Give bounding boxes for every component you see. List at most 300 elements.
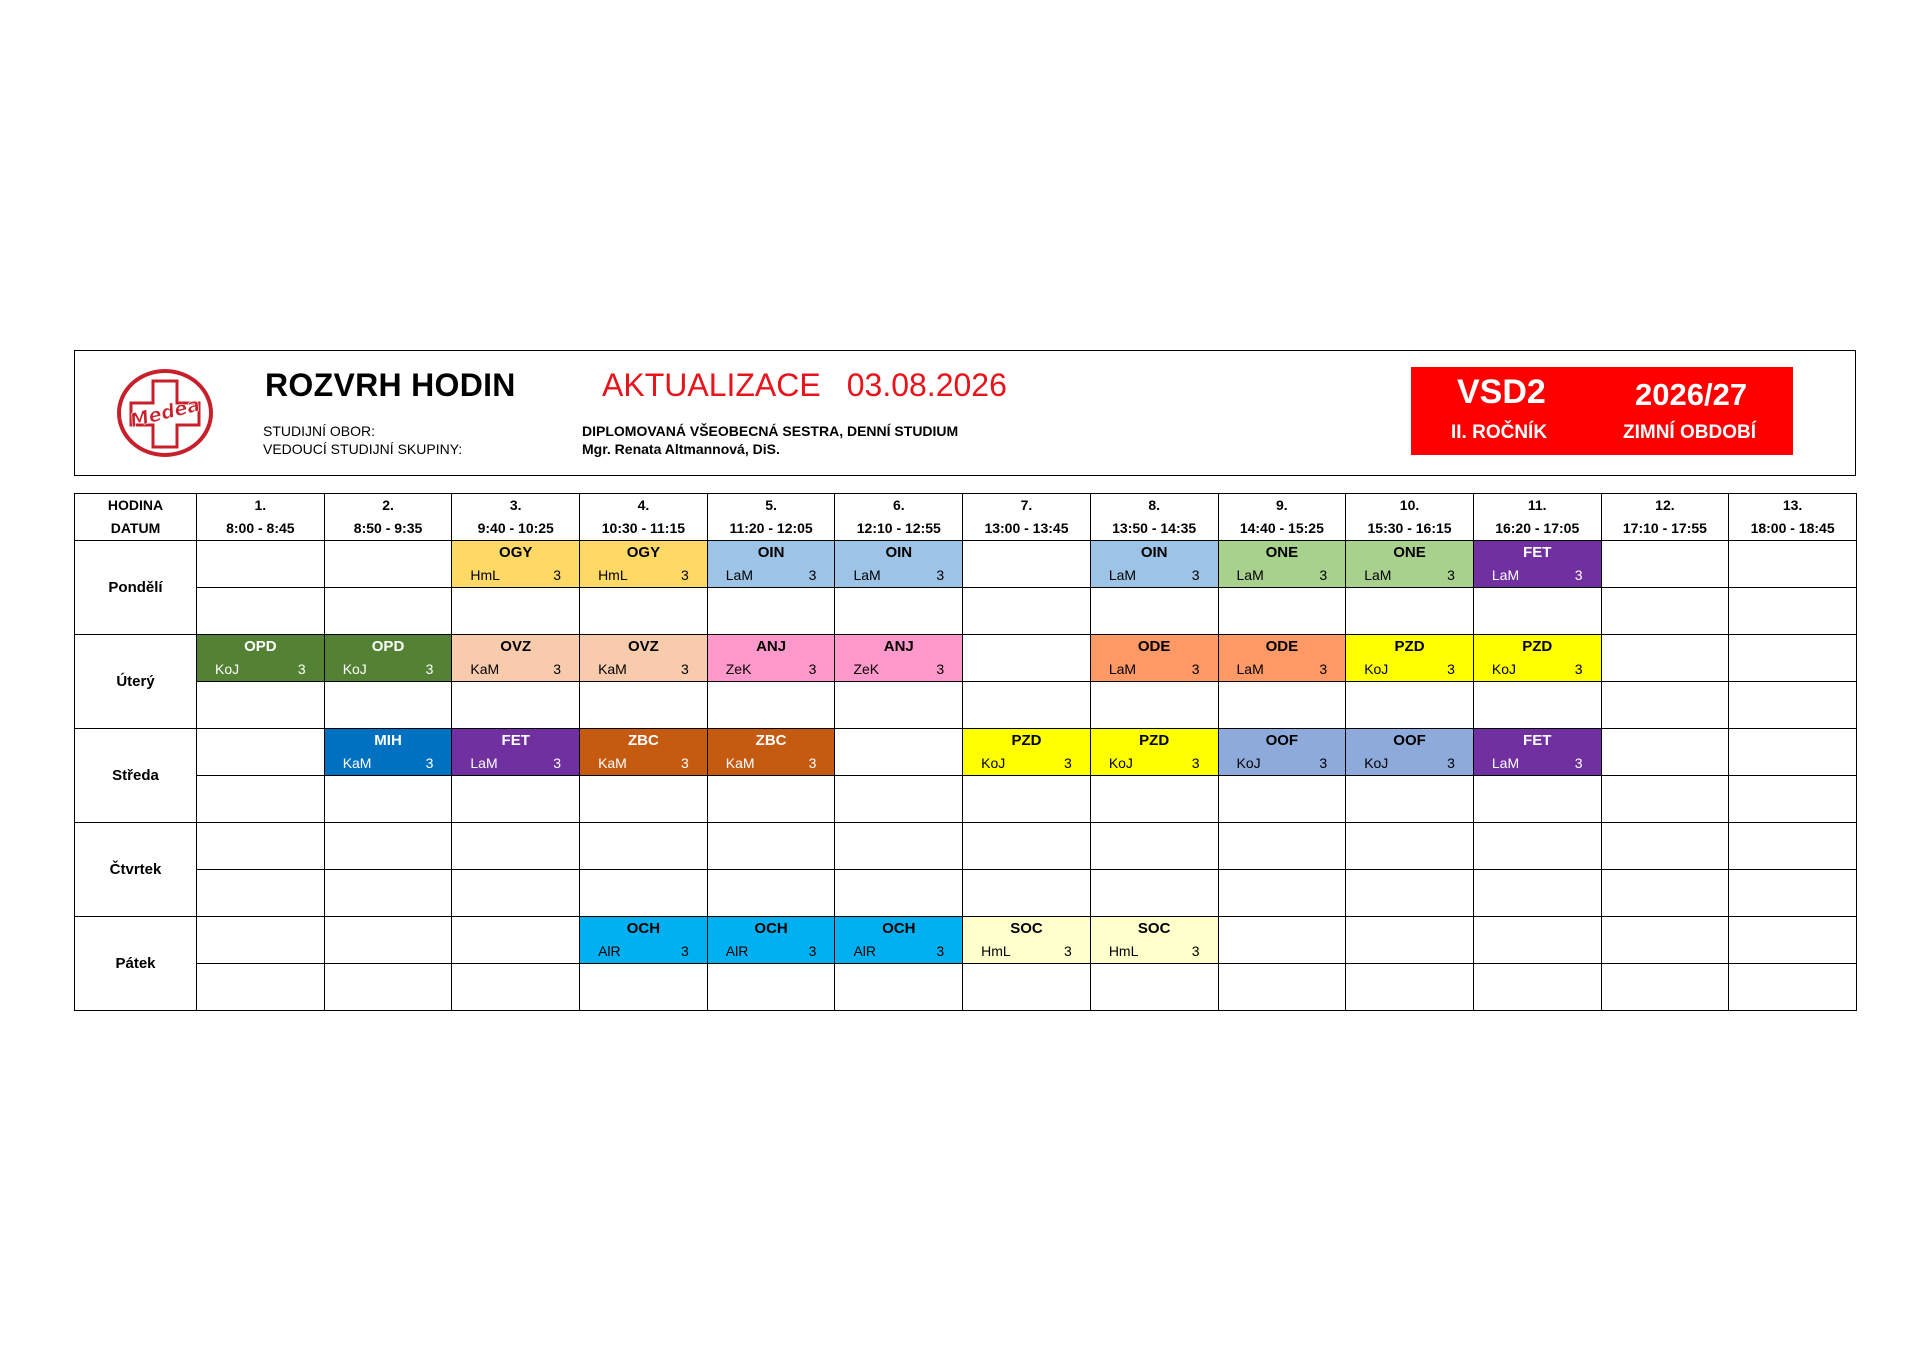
room-number: 3 bbox=[1064, 943, 1072, 959]
lesson-slot[interactable] bbox=[1090, 917, 1218, 964]
empty-slot bbox=[1729, 541, 1857, 588]
period-time: 16:20 - 17:05 bbox=[1495, 520, 1580, 536]
teacher-code: KaM bbox=[725, 755, 755, 771]
empty-slot bbox=[324, 776, 452, 823]
period-number: 9. bbox=[1276, 497, 1288, 513]
lesson-slot[interactable] bbox=[452, 635, 580, 682]
day-row bbox=[75, 823, 1857, 870]
period-number: 2. bbox=[382, 497, 394, 513]
empty-slot bbox=[197, 541, 325, 588]
empty-slot bbox=[835, 964, 963, 1011]
room-number: 3 bbox=[1574, 661, 1583, 677]
subject-code: PZD bbox=[1394, 638, 1425, 655]
empty-slot bbox=[963, 776, 1091, 823]
empty-slot bbox=[452, 682, 580, 729]
subject-code: ODE bbox=[1265, 638, 1299, 655]
teacher-code: HmL bbox=[981, 943, 1011, 959]
empty-slot bbox=[197, 823, 325, 870]
empty-slot bbox=[1218, 917, 1346, 964]
subject-code: OGY bbox=[626, 544, 661, 561]
period-number: 10. bbox=[1399, 497, 1420, 513]
lesson-slot[interactable] bbox=[452, 541, 580, 588]
empty-slot bbox=[197, 776, 325, 823]
subject-code: ANJ bbox=[883, 638, 914, 655]
subject-code: OCH bbox=[882, 920, 916, 937]
empty-slot bbox=[707, 776, 835, 823]
subject-code: PZD bbox=[1522, 638, 1553, 655]
empty-slot bbox=[1473, 823, 1601, 870]
empty-slot bbox=[1090, 776, 1218, 823]
lesson-slot[interactable] bbox=[1473, 729, 1601, 776]
empty-slot bbox=[1090, 588, 1218, 635]
empty-slot bbox=[324, 682, 452, 729]
lesson-slot[interactable] bbox=[1473, 541, 1601, 588]
empty-slot bbox=[1729, 635, 1857, 682]
empty-slot bbox=[1729, 729, 1857, 776]
teacher-code: KoJ bbox=[1364, 755, 1389, 771]
term: ZIMNÍ OBDOBÍ bbox=[1623, 422, 1756, 443]
day-label: Středa bbox=[75, 729, 197, 823]
period-time: 15:30 - 16:15 bbox=[1367, 520, 1452, 536]
empty-slot bbox=[1473, 776, 1601, 823]
empty-slot bbox=[452, 964, 580, 1011]
empty-slot bbox=[452, 917, 580, 964]
teacher-code: KoJ bbox=[1236, 755, 1261, 771]
empty-slot bbox=[197, 917, 325, 964]
room-number: 3 bbox=[936, 943, 945, 959]
room-number: 3 bbox=[1574, 755, 1583, 771]
empty-slot bbox=[1346, 588, 1474, 635]
room-number: 3 bbox=[1319, 661, 1328, 677]
room-number: 3 bbox=[808, 567, 817, 583]
period-time: 9:40 - 10:25 bbox=[477, 520, 554, 536]
subject-code: OIN bbox=[885, 544, 913, 561]
period-header bbox=[1346, 494, 1474, 541]
lesson-slot[interactable] bbox=[707, 729, 835, 776]
day-label: Čtvrtek bbox=[75, 823, 197, 917]
period-number: 4. bbox=[637, 497, 650, 513]
room-number: 3 bbox=[1191, 661, 1200, 677]
school-year: 2026/27 bbox=[1635, 377, 1748, 412]
empty-slot bbox=[835, 823, 963, 870]
teacher-code: LaM bbox=[1236, 661, 1264, 677]
empty-slot bbox=[1601, 776, 1729, 823]
period-header bbox=[1473, 494, 1601, 541]
teacher-code: LaM bbox=[1108, 661, 1137, 677]
day-row-lower bbox=[75, 682, 1857, 729]
empty-slot bbox=[1473, 870, 1601, 917]
empty-slot bbox=[1346, 870, 1474, 917]
empty-slot bbox=[835, 870, 963, 917]
teacher-code: KoJ bbox=[342, 661, 367, 677]
day-row-lower bbox=[75, 870, 1857, 917]
teacher-code: ZeK bbox=[725, 661, 752, 677]
lesson-slot[interactable] bbox=[580, 541, 708, 588]
subject-code: OCH bbox=[626, 920, 661, 937]
teacher-code: HmL bbox=[470, 567, 500, 583]
period-time: 13:50 - 14:35 bbox=[1112, 520, 1197, 536]
timetable-body bbox=[75, 541, 1857, 1011]
subject-code: OPD bbox=[244, 638, 277, 655]
teacher-code: LaM bbox=[1491, 755, 1520, 771]
teacher-code: KaM bbox=[598, 661, 627, 677]
period-number: 12. bbox=[1655, 497, 1675, 513]
empty-slot bbox=[452, 588, 580, 635]
empty-slot bbox=[1346, 917, 1474, 964]
teacher-code: LaM bbox=[853, 567, 881, 583]
period-header bbox=[1601, 494, 1729, 541]
empty-slot bbox=[963, 682, 1091, 729]
teacher-code: LaM bbox=[1108, 567, 1137, 583]
empty-slot bbox=[1090, 682, 1218, 729]
subject-code: SOC bbox=[1010, 920, 1043, 937]
period-number: 13. bbox=[1782, 497, 1803, 513]
empty-slot bbox=[1601, 917, 1729, 964]
period-header bbox=[1729, 494, 1857, 541]
lesson-slot[interactable] bbox=[1218, 541, 1346, 588]
subject-code: OVZ bbox=[627, 638, 659, 655]
lesson-slot[interactable] bbox=[580, 917, 708, 964]
period-header bbox=[963, 494, 1091, 541]
subject-code: OOF bbox=[1393, 732, 1426, 749]
room-number: 3 bbox=[1064, 755, 1072, 771]
room-number: 3 bbox=[1447, 567, 1455, 583]
empty-slot bbox=[1218, 776, 1346, 823]
corner-hour-label: HODINA bbox=[107, 497, 164, 513]
day-row bbox=[75, 917, 1857, 964]
lesson-slot[interactable] bbox=[1473, 635, 1601, 682]
teacher-code: KaM bbox=[342, 755, 372, 771]
empty-slot bbox=[1473, 588, 1601, 635]
lesson-slot[interactable] bbox=[963, 917, 1091, 964]
day-label: Pondělí bbox=[75, 541, 197, 635]
update-label: AKTUALIZACE bbox=[602, 367, 821, 403]
lesson-slot[interactable] bbox=[835, 917, 963, 964]
subject-code: OPD bbox=[371, 638, 405, 655]
empty-slot bbox=[963, 588, 1091, 635]
period-time: 12:10 - 12:55 bbox=[856, 520, 941, 536]
period-time: 10:30 - 11:15 bbox=[601, 520, 686, 536]
day-row bbox=[75, 635, 1857, 682]
room-number: 3 bbox=[936, 567, 945, 583]
subject-code: FET bbox=[1523, 732, 1552, 749]
period-header-row bbox=[75, 494, 1857, 541]
period-number: 11. bbox=[1527, 497, 1547, 513]
teacher-code: KaM bbox=[598, 755, 627, 771]
subject-code: MIH bbox=[374, 732, 402, 749]
empty-slot bbox=[835, 682, 963, 729]
teacher-code: LaM bbox=[470, 755, 498, 771]
group-head-value: Mgr. Renata Altmannová, DiS. bbox=[582, 441, 780, 457]
logo-wordmark: Medea bbox=[127, 393, 203, 433]
period-number: 5. bbox=[765, 497, 777, 513]
empty-slot bbox=[197, 870, 325, 917]
room-number: 3 bbox=[680, 567, 689, 583]
subject-code: ZBC bbox=[755, 732, 787, 749]
subject-code: OIN bbox=[1140, 544, 1168, 561]
group-head-label: VEDOUCÍ STUDIJNÍ SKUPINY: bbox=[263, 441, 463, 457]
room-number: 3 bbox=[1574, 567, 1583, 583]
subject-code: OIN bbox=[757, 544, 785, 561]
lesson-slot[interactable] bbox=[324, 729, 452, 776]
day-label: Pátek bbox=[75, 917, 197, 1011]
empty-slot bbox=[324, 588, 452, 635]
empty-slot bbox=[1090, 870, 1218, 917]
lesson-slot[interactable] bbox=[1090, 541, 1218, 588]
subject-code: FET bbox=[1523, 544, 1552, 561]
timetable bbox=[74, 493, 1857, 1011]
group-code: VSD2 bbox=[1457, 373, 1546, 411]
lesson-slot[interactable] bbox=[324, 635, 452, 682]
subject-code: PZD bbox=[1139, 732, 1170, 749]
corner-date-label: DATUM bbox=[110, 520, 161, 536]
room-number: 3 bbox=[936, 661, 945, 677]
subject-code: SOC bbox=[1137, 920, 1171, 937]
period-time: 8:50 - 9:35 bbox=[353, 520, 423, 536]
empty-slot bbox=[1729, 917, 1857, 964]
empty-slot bbox=[1473, 682, 1601, 729]
empty-slot bbox=[1218, 870, 1346, 917]
teacher-code: KaM bbox=[470, 661, 500, 677]
day-row bbox=[75, 729, 1857, 776]
lesson-slot[interactable] bbox=[1090, 635, 1218, 682]
empty-slot bbox=[580, 823, 708, 870]
update-notice bbox=[602, 367, 1007, 404]
empty-slot bbox=[324, 823, 452, 870]
room-number: 3 bbox=[808, 943, 817, 959]
period-number: 6. bbox=[892, 497, 905, 513]
lesson-slot[interactable] bbox=[835, 635, 963, 682]
room-number: 3 bbox=[1191, 943, 1200, 959]
teacher-code: KoJ bbox=[215, 661, 240, 677]
lesson-slot[interactable] bbox=[1346, 541, 1474, 588]
empty-slot bbox=[452, 823, 580, 870]
empty-slot bbox=[1218, 682, 1346, 729]
teacher-code: HmL bbox=[598, 567, 628, 583]
period-header bbox=[452, 494, 580, 541]
room-number: 3 bbox=[1319, 755, 1328, 771]
empty-slot bbox=[197, 729, 325, 776]
empty-slot bbox=[580, 682, 708, 729]
teacher-code: LaM bbox=[1236, 567, 1264, 583]
empty-slot bbox=[835, 729, 963, 776]
empty-slot bbox=[580, 776, 708, 823]
empty-slot bbox=[324, 541, 452, 588]
subject-code: ODE bbox=[1137, 638, 1171, 655]
period-time: 17:10 - 17:55 bbox=[1622, 520, 1707, 536]
day-row-lower bbox=[75, 588, 1857, 635]
period-header bbox=[707, 494, 835, 541]
empty-slot bbox=[1601, 729, 1729, 776]
period-number: 8. bbox=[1148, 497, 1160, 513]
update-date: 03.08.2026 bbox=[846, 367, 1007, 403]
period-time: 14:40 - 15:25 bbox=[1239, 520, 1324, 536]
teacher-code: ZeK bbox=[853, 661, 880, 677]
empty-slot bbox=[324, 964, 452, 1011]
field-label: STUDIJNÍ OBOR: bbox=[263, 423, 376, 439]
empty-slot bbox=[1346, 776, 1474, 823]
room-number: 3 bbox=[425, 755, 434, 771]
subject-code: ONE bbox=[1393, 544, 1426, 561]
room-number: 3 bbox=[1447, 661, 1455, 677]
medea-logo bbox=[115, 367, 215, 459]
empty-slot bbox=[1729, 776, 1857, 823]
room-number: 3 bbox=[425, 661, 434, 677]
empty-slot bbox=[1729, 588, 1857, 635]
period-header bbox=[1218, 494, 1346, 541]
room-number: 3 bbox=[808, 755, 817, 771]
empty-slot bbox=[1729, 682, 1857, 729]
empty-slot bbox=[707, 588, 835, 635]
lesson-slot[interactable] bbox=[197, 635, 325, 682]
teacher-code: LaM bbox=[1364, 567, 1392, 583]
subject-code: OCH bbox=[754, 920, 788, 937]
empty-slot bbox=[1729, 964, 1857, 1011]
empty-slot bbox=[835, 588, 963, 635]
subject-code: ONE bbox=[1265, 544, 1299, 561]
empty-slot bbox=[580, 964, 708, 1011]
lesson-slot[interactable] bbox=[1090, 729, 1218, 776]
period-time: 18:00 - 18:45 bbox=[1750, 520, 1835, 536]
teacher-code: KoJ bbox=[981, 755, 1006, 771]
period-header bbox=[1090, 494, 1218, 541]
day-label: Úterý bbox=[75, 635, 197, 729]
room-number: 3 bbox=[1191, 755, 1200, 771]
empty-slot bbox=[707, 823, 835, 870]
empty-slot bbox=[1473, 917, 1601, 964]
period-number: 7. bbox=[1020, 497, 1033, 513]
room-number: 3 bbox=[808, 661, 817, 677]
period-number: 3. bbox=[509, 497, 522, 513]
teacher-code: KoJ bbox=[1364, 661, 1389, 677]
subject-code: PZD bbox=[1011, 732, 1042, 749]
subject-code: OOF bbox=[1265, 732, 1299, 749]
empty-slot bbox=[1729, 823, 1857, 870]
empty-slot bbox=[707, 964, 835, 1011]
year-of-study: II. ROČNÍK bbox=[1451, 422, 1548, 443]
lesson-slot[interactable] bbox=[1218, 729, 1346, 776]
empty-slot bbox=[324, 917, 452, 964]
day-row-lower bbox=[75, 964, 1857, 1011]
empty-slot bbox=[1601, 823, 1729, 870]
teacher-code: HmL bbox=[1108, 943, 1139, 959]
lesson-slot[interactable] bbox=[963, 729, 1091, 776]
period-number: 1. bbox=[254, 497, 267, 513]
corner-header bbox=[75, 494, 197, 541]
empty-slot bbox=[1346, 823, 1474, 870]
period-header bbox=[835, 494, 963, 541]
room-number: 3 bbox=[680, 661, 689, 677]
empty-slot bbox=[963, 823, 1091, 870]
teacher-code: AlR bbox=[598, 943, 621, 959]
empty-slot bbox=[1601, 635, 1729, 682]
empty-slot bbox=[197, 682, 325, 729]
subject-code: OGY bbox=[499, 544, 533, 561]
day-row bbox=[75, 541, 1857, 588]
empty-slot bbox=[963, 635, 1091, 682]
day-row-lower bbox=[75, 776, 1857, 823]
lesson-slot[interactable] bbox=[580, 729, 708, 776]
empty-slot bbox=[197, 964, 325, 1011]
empty-slot bbox=[1090, 823, 1218, 870]
room-number: 3 bbox=[1319, 567, 1328, 583]
empty-slot bbox=[1346, 682, 1474, 729]
class-info-badge bbox=[1411, 367, 1793, 455]
lesson-slot[interactable] bbox=[1218, 635, 1346, 682]
empty-slot bbox=[963, 964, 1091, 1011]
empty-slot bbox=[1218, 588, 1346, 635]
empty-slot bbox=[1473, 964, 1601, 1011]
lesson-slot[interactable] bbox=[580, 635, 708, 682]
empty-slot bbox=[835, 776, 963, 823]
schedule-header bbox=[74, 350, 1856, 476]
room-number: 3 bbox=[680, 943, 689, 959]
empty-slot bbox=[1090, 964, 1218, 1011]
period-header bbox=[197, 494, 325, 541]
subject-code: ANJ bbox=[756, 638, 787, 655]
empty-slot bbox=[1601, 870, 1729, 917]
teacher-code: AlR bbox=[853, 943, 876, 959]
period-time: 11:20 - 12:05 bbox=[729, 520, 813, 536]
empty-slot bbox=[963, 870, 1091, 917]
empty-slot bbox=[1601, 682, 1729, 729]
page-title: ROZVRH HODIN bbox=[265, 367, 516, 403]
empty-slot bbox=[324, 870, 452, 917]
room-number: 3 bbox=[1447, 755, 1455, 771]
empty-slot bbox=[452, 870, 580, 917]
empty-slot bbox=[452, 776, 580, 823]
empty-slot bbox=[197, 588, 325, 635]
empty-slot bbox=[1601, 588, 1729, 635]
lesson-slot[interactable] bbox=[707, 635, 835, 682]
room-number: 3 bbox=[553, 755, 562, 771]
room-number: 3 bbox=[553, 661, 562, 677]
period-time: 13:00 - 13:45 bbox=[984, 520, 1069, 536]
lesson-slot[interactable] bbox=[452, 729, 580, 776]
lesson-slot[interactable] bbox=[707, 917, 835, 964]
subject-code: OVZ bbox=[500, 638, 532, 655]
room-number: 3 bbox=[680, 755, 689, 771]
empty-slot bbox=[580, 588, 708, 635]
teacher-code: LaM bbox=[1491, 567, 1520, 583]
empty-slot bbox=[1346, 964, 1474, 1011]
empty-slot bbox=[1218, 964, 1346, 1011]
subject-code: FET bbox=[501, 732, 530, 749]
room-number: 3 bbox=[297, 661, 306, 677]
period-header bbox=[580, 494, 708, 541]
lesson-slot[interactable] bbox=[1346, 729, 1474, 776]
teacher-code: AlR bbox=[725, 943, 749, 959]
empty-slot bbox=[1601, 964, 1729, 1011]
teacher-code: KoJ bbox=[1491, 661, 1516, 677]
lesson-slot[interactable] bbox=[1346, 635, 1474, 682]
empty-slot bbox=[707, 682, 835, 729]
empty-slot bbox=[1218, 823, 1346, 870]
field-value: DIPLOMOVANÁ VŠEOBECNÁ SESTRA, DENNÍ STUDIUM bbox=[582, 423, 959, 439]
room-number: 3 bbox=[1191, 567, 1200, 583]
empty-slot bbox=[707, 870, 835, 917]
teacher-code: KoJ bbox=[1108, 755, 1133, 771]
empty-slot bbox=[1729, 870, 1857, 917]
teacher-code: LaM bbox=[725, 567, 753, 583]
lesson-slot[interactable] bbox=[707, 541, 835, 588]
period-header bbox=[324, 494, 452, 541]
lesson-slot[interactable] bbox=[835, 541, 963, 588]
empty-slot bbox=[580, 870, 708, 917]
subject-code: ZBC bbox=[627, 732, 659, 749]
period-time: 8:00 - 8:45 bbox=[226, 520, 295, 536]
empty-slot bbox=[963, 541, 1091, 588]
